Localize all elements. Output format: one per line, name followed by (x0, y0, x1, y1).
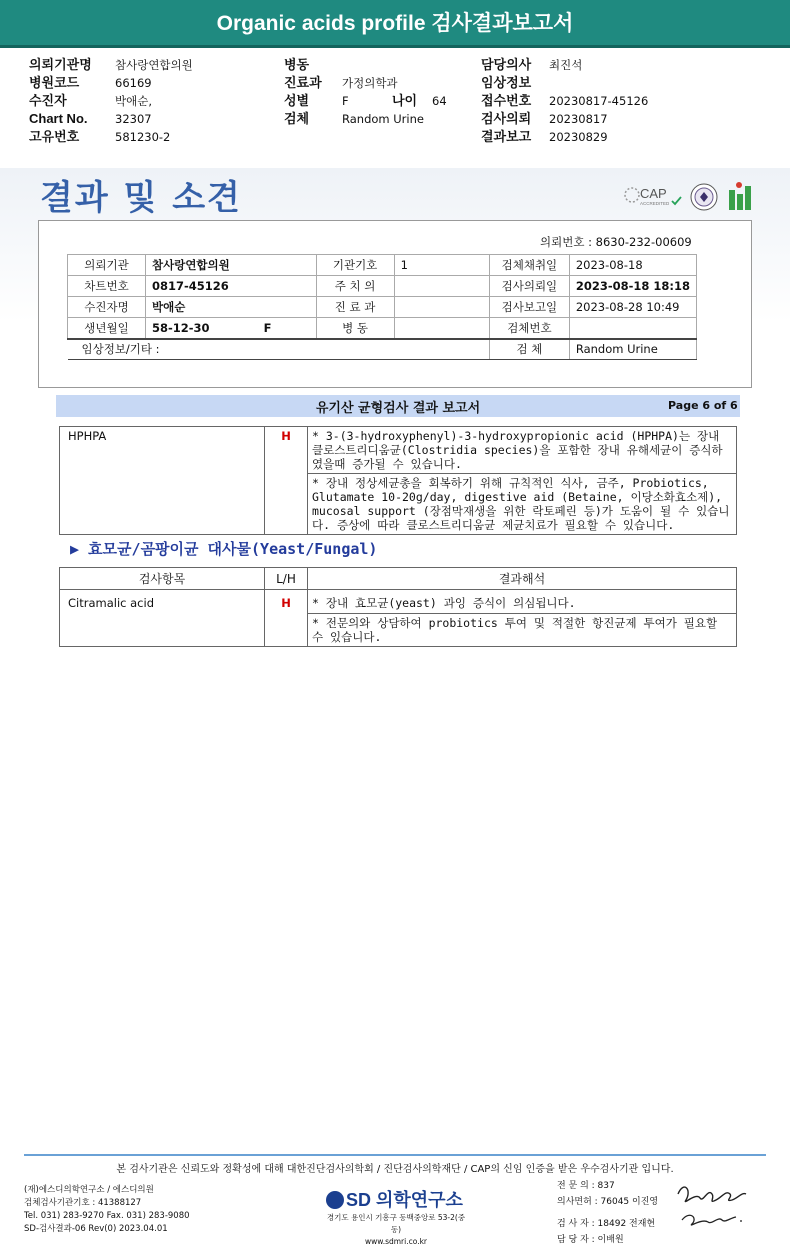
info-value: 2023-08-18 18:18 (569, 276, 696, 297)
info-value: 박애순 (146, 297, 317, 318)
unique-no-value: 581230-2 (115, 130, 171, 144)
info-key: 검체번호 (489, 318, 569, 339)
address-line: 경기도 용인시 기흥구 동백중앙로 53-2(중동) (326, 1213, 466, 1234)
birth-date: 58-12-30 (152, 320, 210, 335)
info-key: 의뢰기관 (68, 255, 146, 276)
footer-line-2: 검체검사기관기호 : 41388127 (24, 1198, 142, 1208)
test-name: HPHPA (60, 427, 265, 535)
sd-logo-icon (326, 1191, 344, 1209)
sex-label: 성별 (284, 93, 310, 108)
lab-address (326, 1212, 466, 1246)
doctor-label: 담당의사 (481, 57, 532, 72)
info-value: 2023-08-28 10:49 (569, 297, 696, 318)
interpretation: * 전문의와 상담하여 probiotics 투여 및 적절한 항진균제 투여가 필요할 수 있습니다. (308, 614, 737, 647)
age-value: 64 (432, 94, 447, 108)
column-header: L/H (265, 568, 308, 590)
sex-value: F (263, 320, 272, 335)
info-value: 1 (394, 255, 489, 276)
request-date-value: 20230817 (549, 112, 608, 126)
info-value (394, 297, 489, 318)
chart-no-label: Chart No. (29, 111, 88, 126)
doctor-value: 최진석 (549, 58, 583, 72)
footer-divider (24, 1154, 766, 1156)
signatures-icon (672, 1176, 752, 1232)
signatory-4: 담 당 자 : 이배원 (557, 1235, 624, 1245)
dept-value: 가정의학과 (342, 76, 398, 90)
info-key: 수진자명 (68, 297, 146, 318)
table-row (60, 590, 737, 614)
info-key: 기관기호 (316, 255, 394, 276)
request-number (540, 234, 692, 250)
dept-label: 진료과 (284, 75, 322, 90)
report-banner: Organic acids profile 검사결과보고서 (0, 0, 790, 48)
footer-lab-info (24, 1184, 190, 1236)
interpretation: * 장내 효모균(yeast) 과잉 증식이 의심됩니다. (308, 590, 737, 614)
hospital-value: 참사랑연합의원 (115, 58, 193, 72)
sd-logo-text: SD 의학연구소 (346, 1190, 463, 1210)
flag-high: H (265, 590, 308, 647)
footer-signatories (557, 1178, 658, 1246)
cap-logo-icon (622, 180, 757, 214)
header-col2 (284, 56, 447, 128)
info-key: 병 동 (316, 318, 394, 339)
interpretation: * 장내 정상세균총을 회복하기 위해 규칙적인 식사, 금주, Probiotics, Glutamate 10-20g/day, digestive aid (Betaine, 이당소화효소제), mucosal support (장점막재생을 위한 락토페린 등)가 도움이 될 수 있습니다. 증상에 따라 클로스트리디움균 제균치료가 필요할 수 있습니다. (308, 474, 737, 535)
info-value: 0817-45126 (146, 276, 317, 297)
info-value (569, 318, 696, 339)
info-key: 진 료 과 (316, 297, 394, 318)
receipt-value: 20230817-45126 (549, 94, 649, 108)
info-key: 차트번호 (68, 276, 146, 297)
header-col3 (481, 56, 648, 146)
info-value (394, 276, 489, 297)
table-row (68, 318, 697, 339)
table-header-row (60, 568, 737, 590)
request-date-label: 검사의뢰 (481, 111, 532, 126)
unique-no-label: 고유번호 (29, 129, 80, 144)
footer-line-1: (재)에스디의학연구소 / 에스디의원 (24, 1185, 154, 1195)
signatory-2: 의사면허 : 76045 이진영 (557, 1197, 659, 1207)
info-value (146, 318, 317, 339)
cap-logo-sub: ACCREDITED (640, 201, 670, 206)
section-title: ▶ 효모균/곰팡이균 대사물(Yeast/Fungal) (70, 540, 378, 558)
signatory-1: 전 문 의 : 837 (557, 1181, 615, 1191)
hospital-label: 의뢰기관명 (29, 57, 92, 72)
accreditation-note: 본 검사기관은 신뢰도와 정확성에 대해 대한진단검사의학회 / 진단검사의학재단 / CAP의 신임 인증을 받은 우수검사기관 입니다. (116, 1164, 674, 1175)
patient-info-table (67, 254, 697, 360)
ward-label: 병동 (284, 57, 310, 72)
report-date-value: 20230829 (549, 130, 608, 144)
page-indicator: Page 6 of 6 (668, 399, 738, 412)
hphpa-table (59, 426, 737, 535)
specimen-value: Random Urine (342, 112, 424, 126)
info-value: 2023-08-18 (569, 255, 696, 276)
table-row (60, 427, 737, 474)
hospital-code-value: 66169 (115, 76, 152, 90)
table-row (68, 339, 697, 360)
info-key: 주 치 의 (316, 276, 394, 297)
hospital-code-label: 병원코드 (29, 75, 80, 90)
results-title: 결과 및 소견 (40, 178, 242, 218)
footer-line-4: SD-검사결과-06 Rev(0) 2023.04.01 (24, 1224, 168, 1234)
header-col1 (29, 56, 193, 146)
request-number-value: 8630-232-00609 (595, 235, 692, 249)
info-key: 검 체 (489, 339, 569, 360)
footer-line-3: Tel. 031) 283-9270 Fax. 031) 283-9080 (24, 1211, 190, 1221)
patient-value: 박애순, (115, 94, 152, 108)
website: www.sdmri.co.kr (364, 1237, 427, 1246)
info-value: Random Urine (569, 339, 696, 360)
patient-label: 수진자 (29, 93, 67, 108)
column-header: 검사항목 (60, 568, 265, 590)
sd-logo (326, 1186, 463, 1212)
clinical-label: 임상정보 (481, 75, 532, 90)
table-row (68, 255, 697, 276)
signatory-3: 검 사 자 : 18492 전재현 (557, 1219, 656, 1229)
specimen-label: 검체 (284, 111, 310, 126)
age-label: 나이 (392, 93, 418, 108)
table-row (68, 276, 697, 297)
clinical-info-label: 임상정보/기타 : (68, 339, 490, 360)
column-header: 결과해석 (308, 568, 737, 590)
yeast-table (59, 567, 737, 647)
table-row (68, 297, 697, 318)
test-name: Citramalic acid (60, 590, 265, 647)
cap-logo-text: CAP (640, 186, 667, 201)
info-value (394, 318, 489, 339)
report-title: 유기산 균형검사 결과 보고서 (315, 401, 481, 416)
flag-high: H (265, 427, 308, 535)
request-number-label: 의뢰번호 : (540, 235, 592, 249)
sex-value: F (342, 94, 349, 108)
info-key: 생년월일 (68, 318, 146, 339)
info-key: 검사보고일 (489, 297, 569, 318)
receipt-label: 접수번호 (481, 93, 532, 108)
info-value: 참사랑연합의원 (146, 255, 317, 276)
interpretation: * 3-(3-hydroxyphenyl)-3-hydroxypropionic acid (HPHPA)는 장내 클로스트리디움균(Clostridia species)을 포함한 장내 유해세균이 증식하였을때 증가될 수 있습니다. (308, 427, 737, 474)
chart-no-value: 32307 (115, 112, 152, 126)
report-date-label: 결과보고 (481, 129, 532, 144)
info-key: 검사의뢰일 (489, 276, 569, 297)
certification-logos (622, 180, 757, 214)
info-key: 검체채취일 (489, 255, 569, 276)
